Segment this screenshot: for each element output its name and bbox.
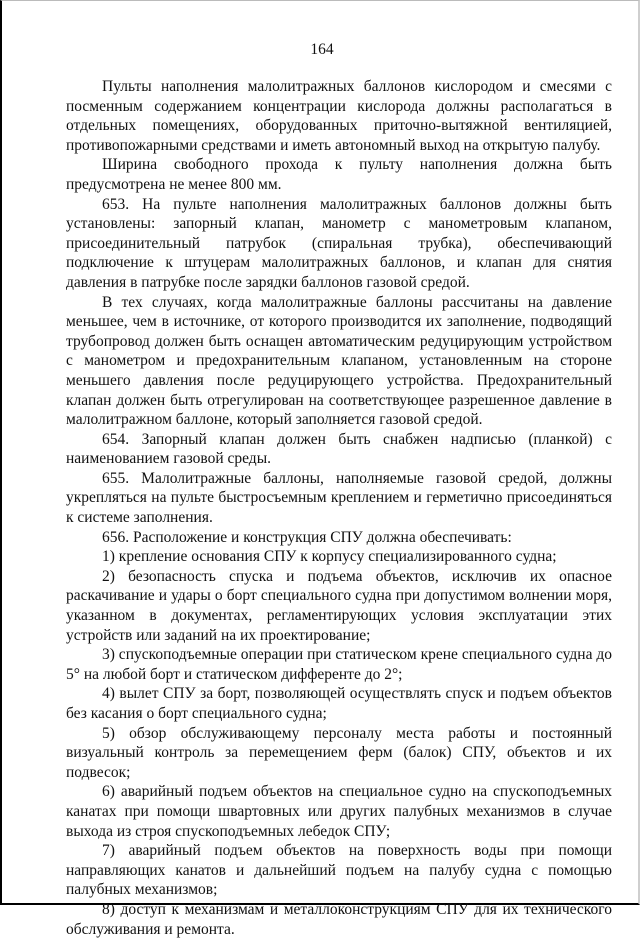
paragraph-passage-width: Ширина свободного прохода к пульту наполнения должна быть предусмотрена не менее 800 мм. (66, 156, 612, 193)
paragraph-654: 654. Запорный клапан должен быть снабжен надписью (планкой) с наименованием газовой среды. (66, 430, 612, 468)
list-item-7: 7) аварийный подъем объектов на поверхность воды при помощи направляющих канатов и дальнейший подъем на палубу судна с помощью палубных механизмов; (66, 842, 612, 899)
list-item-4: 4) вылет СПУ за борт, позволяющей осуществлять спуск и подъем объектов без касания о борт специального судна; (66, 685, 612, 722)
list-item-8: 8) доступ к механизмам и металлоконструкциям СПУ для их технического обслуживания и ремонта. (66, 900, 612, 938)
paragraph-656: 656. Расположение и конструкция СПУ должна обеспечивать: (102, 528, 512, 546)
list-item-5: 5) обзор обслуживающему персоналу места работы и постоянный визуальный контроль за перемещением ферм (балок) СПУ, объектов и их подвесок; (66, 724, 612, 781)
list-item-1: 1) крепление основания СПУ к корпусу специализированного судна; (102, 548, 557, 566)
paragraph-balloon-filling-rooms: Пульты наполнения малолитражных баллонов кислородом и смесями с посменным содержанием концентрации кислорода должны располагаться в отдельных помещениях, оборудованных приточно-вытяжной вентиляцией, противопожарными средствами и иметь автономный выход на открытую палубу. (66, 78, 612, 154)
list-item-3: 3) спускоподъемные операции при статическом крене специального судна до 5° на любой борт и статическом дифференте до 2°; (66, 646, 612, 683)
paragraph-pressure-reduction: В тех случаях, когда малолитражные баллоны рассчитаны на давление меньшее, чем в источнике, от которого производится их заполнение, подводящий трубопровод должен быть оснащен автоматическим редуцирующим устройством с манометром и предохранительным клапаном, установленным на стороне меньшего давления после редуцирующего устройства. Предохранительный клапан должен быть отрегулирован на соответствующее разрешенное давление в малолитражном баллоне, который заполняется газовой средой. (66, 293, 612, 429)
page-body (66, 77, 612, 939)
list-item-2: 2) безопасность спуска и подъема объектов, исключив их опасное раскачивание и удары о борт специального судна при допустимом волнении моря, указанном в документах, регламентирующих условия эксплуатации этих устройств или заданий на их проектирование; (66, 567, 612, 644)
list-item-6: 6) аварийный подъем объектов на специальное судно на спускоподъемных канатах при помощи швартовных или других палубных механизмов в случае выхода из строя спускоподъемных лебедок СПУ; (66, 783, 612, 840)
paragraph-655: 655. Малолитражные баллоны, наполняемые газовой средой, должны укрепляться на пульте быстросъемным креплением и герметично присоединяться к системе заполнения. (66, 469, 612, 527)
page-number: 164 (310, 41, 334, 58)
paragraph-653: 653. На пульте наполнения малолитражных баллонов должны быть установлены: запорный клапан, манометр с манометровым клапаном, присоединительный патрубок (спиральная трубка), обеспечивающий подключение к штуцерам малолитражных баллонов, и клапан для снятия давления в патрубке после зарядки баллонов газовой средой. (66, 195, 612, 291)
